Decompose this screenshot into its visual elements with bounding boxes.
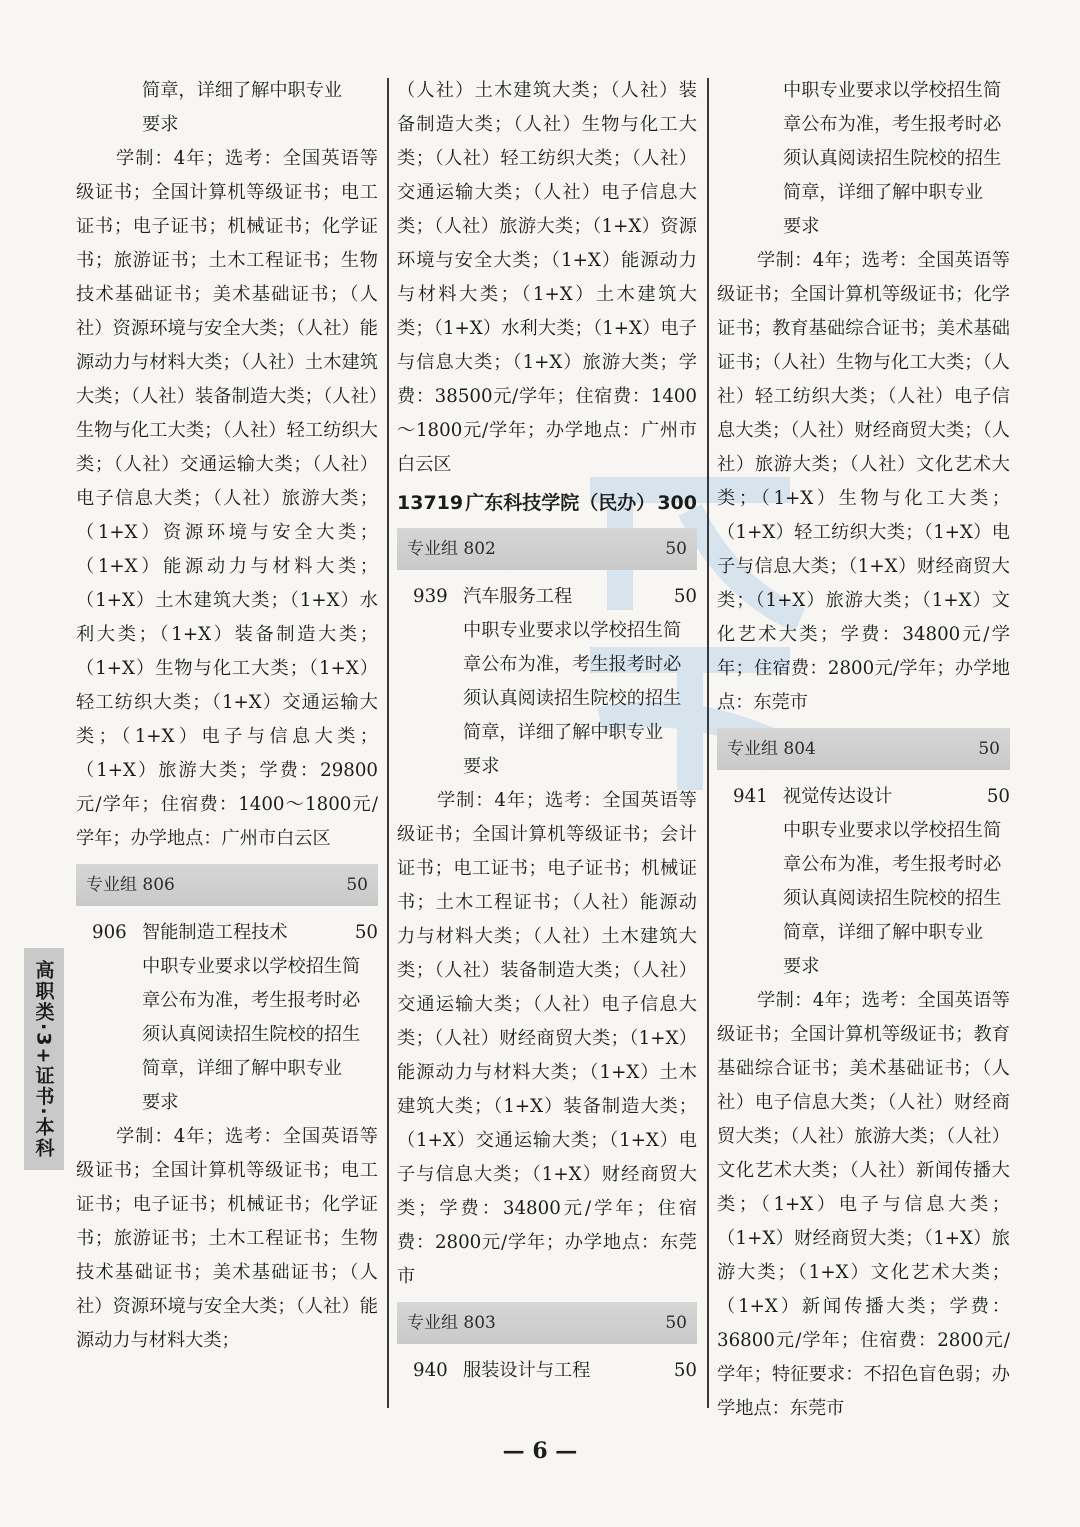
note-line: 简章，详细了解中职专业 <box>463 722 664 743</box>
major-detail: 学制：4年；选考：全国英语等级证书；全国计算机等级证书；教育基础综合证书；美术基础证书；（人社）电子信息大类；（人社）财经商贸大类；（人社）旅游大类；（人社）文化艺术大类；（人社）新闻传播大类；（1+X）电子与信息大类；（1+X）财经商贸大类；（1+X）旅游大类；（1+X）文化艺术大类；（1+X）新闻传播大类；学费：36800元/学年；住宿费：2800元/学年；特征要求：不招色盲色弱；办学地点：东莞市 <box>717 990 1010 1419</box>
note-line: 中职专业要求以学校招生简 <box>783 80 1002 101</box>
note-line: 章公布为准，考生报考时必 <box>463 654 682 675</box>
group-header-803 <box>397 1302 697 1344</box>
side-tab-label: 高职类·3+证书·本科 <box>32 959 55 1159</box>
major-name: 汽车服务工程 <box>463 586 573 607</box>
major-name: 服装设计与工程 <box>463 1360 591 1381</box>
group-header-802 <box>397 528 697 570</box>
group-header-804 <box>717 728 1010 770</box>
note-line: 要求 <box>783 216 820 237</box>
major-code: 941 <box>733 786 768 807</box>
note-line: 中职专业要求以学校招生简 <box>783 820 1002 841</box>
major-count: 50 <box>354 922 378 943</box>
major-name: 视觉传达设计 <box>783 786 893 807</box>
note-line: 简章，详细了解中职专业 <box>783 922 984 943</box>
major-code: 906 <box>92 922 127 943</box>
note-line: 章公布为准，考生报考时必 <box>142 990 361 1011</box>
note-line: 简章，详细了解中职专业 <box>783 182 984 203</box>
group-count: 50 <box>665 539 687 559</box>
note-line: 要求 <box>783 956 820 977</box>
group-label: 专业组 804 <box>727 739 816 759</box>
note-line: 须认真阅读招生院校的招生 <box>783 888 1002 909</box>
major-detail: 学制：4年；选考：全国英语等级证书；全国计算机等级证书；化学证书；教育基础综合证书；美术基础证书；（人社）生物与化工大类；（人社）轻工纺织大类；（人社）电子信息大类；（人社）财经商贸大类；（人社）旅游大类；（人社）文化艺术大类；（1+X）生物与化工大类；（1+X）轻工纺织大类；（1+X）电子与信息大类；（1+X）财经商贸大类；（1+X）旅游大类；（1+X）文化艺术大类；学费：34800元/学年；住宿费：2800元/学年；办学地点：东莞市 <box>717 250 1010 713</box>
note-line: 须认真阅读招生院校的招生 <box>463 688 682 709</box>
note-line: 章公布为准，考生报考时必 <box>783 854 1002 875</box>
group-label: 专业组 806 <box>86 875 175 895</box>
major-detail: 学制：4年；选考：全国英语等级证书；全国计算机等级证书；电工证书；电子证书；机械证书；化学证书；旅游证书；土木工程证书；生物技术基础证书；美术基础证书；（人社）资源环境与安全大类；（人社）能源动力与材料大类； <box>76 1126 378 1351</box>
major-row-941 <box>717 780 1010 814</box>
note-line: 章公布为准，考生报考时必 <box>783 114 1002 135</box>
group-count: 50 <box>665 1313 687 1333</box>
note-line: 须认真阅读招生院校的招生 <box>783 148 1002 169</box>
school-header-13719 <box>397 486 697 520</box>
major-count: 50 <box>986 786 1010 807</box>
column-divider <box>387 78 389 1408</box>
major-name: 智能制造工程技术 <box>142 922 288 943</box>
group-count: 50 <box>978 739 1000 759</box>
major-row-906 <box>76 916 378 950</box>
column-3 <box>717 74 1010 1426</box>
major-row-939 <box>397 580 697 614</box>
school-code: 13719 <box>397 492 464 514</box>
major-detail: 学制：4年；选考：全国英语等级证书；全国计算机等级证书；电工证书；电子证书；机械证书；化学证书；旅游证书；土木工程证书；生物技术基础证书；美术基础证书；（人社）资源环境与安全大类；（人社）能源动力与材料大类；（人社）土木建筑大类；（人社）装备制造大类；（人社）生物与化工大类；（人社）轻工纺织大类；（人社）交通运输大类；（人社）电子信息大类；（人社）旅游大类；（1+X）资源环境与安全大类；（1+X）能源动力与材料大类；（1+X）土木建筑大类；（1+X）水利大类；（1+X）装备制造大类；（1+X）生物与化工大类；（1+X）轻工纺织大类；（1+X）交通运输大类；（1+X）电子与信息大类；（1+X）旅游大类；学费：29800元/学年；住宿费：1400～1800元/学年；办学地点：广州市白云区 <box>76 148 378 849</box>
note-line: 中职专业要求以学校招生简 <box>463 620 682 641</box>
major-row-940 <box>397 1354 697 1388</box>
note-line: 要求 <box>142 114 179 135</box>
column-divider <box>707 78 709 1408</box>
group-label: 专业组 802 <box>407 539 496 559</box>
note-line: 简章，详细了解中职专业 <box>142 80 343 101</box>
school-name: 广东科技学院（民办） <box>465 492 656 514</box>
side-tab <box>24 948 64 1170</box>
major-count: 50 <box>673 586 697 607</box>
group-count: 50 <box>346 875 368 895</box>
note-line: 中职专业要求以学校招生简 <box>142 956 361 977</box>
school-count: 300 <box>657 492 697 514</box>
major-code: 940 <box>413 1360 448 1381</box>
major-detail: 学制：4年；选考：全国英语等级证书；全国计算机等级证书；会计证书；电工证书；电子证书；机械证书；土木工程证书；（人社）能源动力与材料大类；（人社）土木建筑大类；（人社）装备制造大类；（人社）交通运输大类；（人社）电子信息大类；（人社）财经商贸大类；（1+X）能源动力与材料大类；（1+X）土木建筑大类；（1+X）装备制造大类；（1+X）交通运输大类；（1+X）电子与信息大类；（1+X）财经商贸大类；学费：34800元/学年；住宿费：2800元/学年；办学地点：东莞市 <box>397 790 697 1287</box>
group-header-806 <box>76 864 378 906</box>
note-line: 简章，详细了解中职专业 <box>142 1058 343 1079</box>
major-code: 939 <box>413 586 448 607</box>
note-line: 须认真阅读招生院校的招生 <box>142 1024 361 1045</box>
column-2 <box>397 74 697 1388</box>
page-number: — 6 — <box>502 1438 578 1464</box>
group-label: 专业组 803 <box>407 1313 496 1333</box>
major-detail: （人社）土木建筑大类；（人社）装备制造大类；（人社）生物与化工大类；（人社）轻工纺织大类；（人社）交通运输大类；（人社）电子信息大类；（人社）旅游大类；（1+X）资源环境与安全大类；（1+X）能源动力与材料大类；（1+X）土木建筑大类；（1+X）水利大类；（1+X）电子与信息大类；（1+X）旅游大类；学费：38500元/学年；住宿费：1400～1800元/学年；办学地点：广州市白云区 <box>397 80 697 475</box>
major-count: 50 <box>673 1360 697 1381</box>
column-1 <box>76 74 378 1358</box>
note-line: 要求 <box>142 1092 179 1113</box>
note-line: 要求 <box>463 756 500 777</box>
